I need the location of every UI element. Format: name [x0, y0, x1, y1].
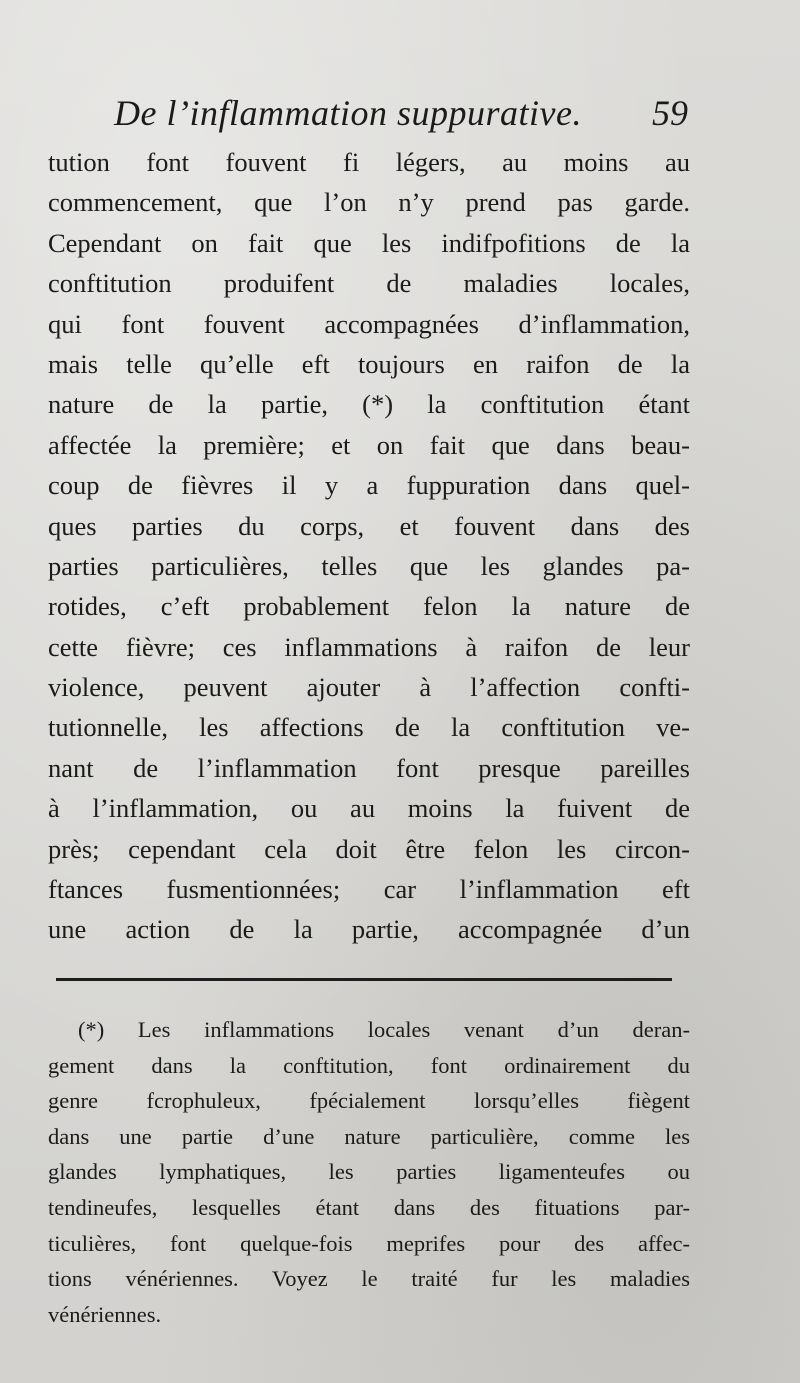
body-line: conftitution produifent de maladies locales, — [48, 268, 690, 299]
body-line: cette fièvre; ces inflammations à raifon de leur — [48, 631, 690, 662]
body-line: Cependant on fait que les indifpofitions de la — [48, 227, 690, 258]
body-line: tutionnelle, les affections de la conftitution ve- — [48, 712, 690, 743]
running-title: De l’inflammation suppurative. — [114, 93, 582, 133]
body-line: mais telle qu’elle eft toujours en raifon de la — [48, 348, 690, 379]
footnote-line: glandes lymphatiques, les parties ligamenteufes ou — [48, 1159, 690, 1185]
footnote-line: (*) Les inflammations locales venant d’un deran- — [78, 1017, 690, 1042]
body-line: ftances fusmentionnées; car l’inflammation eft — [48, 874, 690, 905]
footnote-line: ticulières, font quelque-fois meprifes pour des affec- — [48, 1230, 690, 1256]
body-line: à l’inflammation, ou au moins la fuivent de — [48, 793, 690, 824]
body-line: parties particulières, telles que les glandes pa- — [48, 550, 690, 581]
body-line: violence, peuvent ajouter à l’affection confti- — [48, 672, 690, 703]
page-number: 59 — [652, 93, 688, 133]
body-text — [48, 142, 690, 950]
footnote-line: dans une partie d’une nature particulière, comme les — [48, 1123, 690, 1149]
body-line: ques parties du corps, et fouvent dans des — [48, 510, 690, 541]
page-header — [48, 92, 688, 142]
footnote-line: tions vénériennes. Voyez le traité fur les maladies — [48, 1266, 690, 1292]
footnote-separator-rule — [56, 978, 672, 981]
footnote-line: gement dans la conftitution, font ordinairement du — [48, 1052, 690, 1078]
body-line: nature de la partie, (*) la conftitution étant — [48, 389, 690, 420]
body-line: affectée la première; et on fait que dans beau- — [48, 429, 690, 460]
body-line: nant de l’inflammation font presque pareilles — [48, 752, 690, 783]
body-line: commencement, que l’on n’y prend pas garde. — [48, 187, 690, 218]
footnote-line: tendineufes, lesquelles étant dans des fituations par- — [48, 1194, 690, 1220]
footnote-line: genre fcrophuleux, fpécialement lorsqu’elles fiègent — [48, 1088, 690, 1114]
body-line: une action de la partie, accompagnée d’un — [48, 914, 690, 945]
body-line: rotides, c’eft probablement felon la nature de — [48, 591, 690, 622]
body-line: près; cependant cela doit être felon les circon- — [48, 833, 690, 864]
body-line: qui font fouvent accompagnées d’inflammation, — [48, 308, 690, 339]
footnote-line: vénériennes. — [48, 1301, 162, 1327]
footnote — [48, 1012, 690, 1332]
body-line: coup de fièvres il y a fuppuration dans quel- — [48, 470, 690, 501]
body-line: tution font fouvent fi légers, au moins au — [48, 147, 690, 177]
